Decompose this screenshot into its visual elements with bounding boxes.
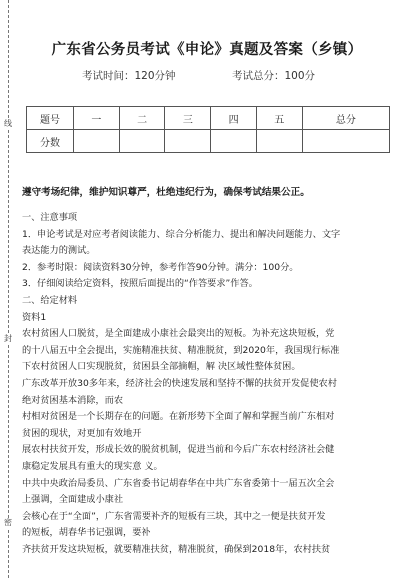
page-title: 广东省公务员考试《申论》真题及答案（乡镇） bbox=[51, 42, 363, 58]
body-line: 齐扶贫开发这块短板，就要精准扶贫，精准脱贫，确保到2018年，农村扶贫 bbox=[22, 543, 331, 555]
body-line: 贫困的现状，对更加有效地开 bbox=[22, 427, 142, 439]
body-line: 康稳定发展具有重大的现实意 义。 bbox=[22, 460, 163, 472]
score-table bbox=[26, 106, 390, 153]
body-line: 一、注意事项 bbox=[22, 212, 78, 223]
body-line: 中共中央政治局委员、广东省委书记胡春华在中共广东省委第十一届五次全会 bbox=[22, 477, 335, 489]
body-line: 会核心在于“全面”，广东省需要补齐的短板有三块，其中之一便是扶贫开发 bbox=[22, 510, 326, 522]
body-line: 的短板，胡春华书记强调，要补 bbox=[22, 527, 151, 539]
score-cell bbox=[74, 130, 120, 153]
margin-mark-xian: 线 bbox=[4, 119, 12, 128]
body-line: 农村贫困人口脱贫，是全面建成小康社会最突出的短板。为补充这块短板，党 bbox=[22, 328, 335, 340]
exam-total-score: 考试总分：100分 bbox=[232, 70, 316, 82]
body-line: 3．仔细阅读给定资料，按照后面提出的“作答要求”作答。 bbox=[22, 278, 258, 290]
score-table-header-row bbox=[27, 107, 390, 130]
header-cell-2: 二 bbox=[119, 107, 165, 130]
score-cell bbox=[119, 130, 165, 153]
score-cell bbox=[165, 130, 211, 153]
score-cell bbox=[211, 130, 257, 153]
body-line: 上强调，全面建成小康社 bbox=[22, 494, 124, 506]
body-line: 展农村扶贫开发，形成长效的脱贫机制，促进当前和今后广东农村经济社会健 bbox=[22, 444, 335, 456]
body-line: 绝对贫困基本消除，而农 bbox=[22, 394, 124, 406]
body-line: 下农村贫困人口实现脱贫，贫困县全部摘帽，解 决区域性整体贫困。 bbox=[22, 361, 301, 373]
body-line: 广东改革开放30多年来，经济社会的快速发展和坚持不懈的扶贫开发促使农村 bbox=[22, 377, 337, 389]
score-cell bbox=[302, 130, 389, 153]
margin-mark-feng: 封 bbox=[4, 334, 12, 343]
header-cell-1: 一 bbox=[74, 107, 120, 130]
header-cell-number: 题号 bbox=[27, 107, 74, 130]
body-line: 资料1 bbox=[22, 311, 47, 323]
exam-time: 考试时间：120分钟 bbox=[82, 70, 176, 82]
body-line: 村相对贫困是一个长期存在的问题。在新形势下全面了解和掌握当前广东相对 bbox=[22, 411, 335, 423]
body-line: 2．参考时限：阅读资料30分钟，参考作答90分钟。满分：100分。 bbox=[22, 261, 299, 273]
body-line: 的十八届五中全会提出，实施精准扶贫、精准脱贫，到2020年，我国现行标准 bbox=[22, 344, 340, 356]
score-row-label: 分数 bbox=[27, 130, 74, 153]
score-table-score-row bbox=[27, 130, 390, 153]
header-cell-3: 三 bbox=[165, 107, 211, 130]
binding-margin-line bbox=[8, 0, 9, 578]
margin-mark-mi: 密 bbox=[4, 518, 12, 527]
exam-body-text bbox=[22, 210, 384, 558]
body-line: 1．申论考试是对应考者阅读能力、综合分析能力、提出和解决问题能力、文字 bbox=[22, 228, 341, 240]
score-cell bbox=[256, 130, 302, 153]
header-cell-total: 总分 bbox=[302, 107, 389, 130]
body-line: 二、给定材料 bbox=[22, 294, 78, 306]
header-cell-4: 四 bbox=[211, 107, 257, 130]
exam-notice: 遵守考场纪律，维护知识尊严，杜绝违纪行为，确保考试结果公正。 bbox=[22, 187, 310, 198]
header-cell-5: 五 bbox=[256, 107, 302, 130]
body-line: 表达能力的测试。 bbox=[22, 245, 96, 257]
